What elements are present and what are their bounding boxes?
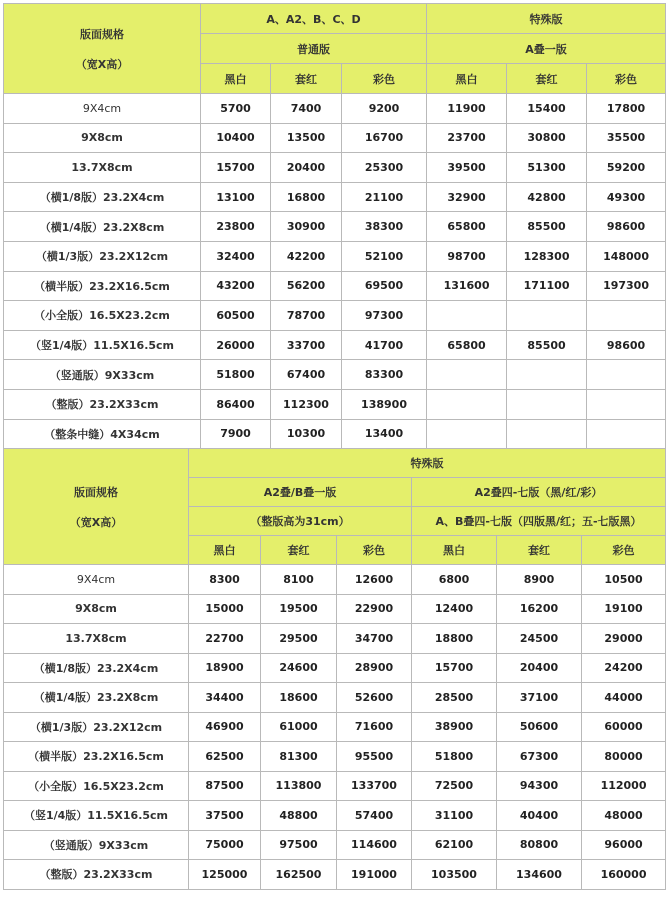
price-cell: 22700 — [189, 624, 261, 654]
spec-header-sub: （宽X高） — [69, 515, 123, 529]
price-cell: 48000 — [582, 801, 666, 831]
price-cell: 25300 — [342, 153, 427, 183]
spec-label: （横1/4版）23.2X8cm — [4, 212, 201, 242]
group-a-title: A、A2、B、C、D — [201, 4, 427, 34]
table-row — [4, 801, 666, 831]
price-cell: 67400 — [271, 360, 342, 390]
price-cell: 38900 — [412, 712, 497, 742]
price-cell: 8100 — [261, 565, 337, 595]
price-cell: 26000 — [201, 330, 271, 360]
price-cell: 18600 — [261, 683, 337, 713]
spec-label: 9X4cm — [4, 565, 189, 595]
price-cell: 12600 — [337, 565, 412, 595]
table-row — [4, 271, 666, 301]
group-b-sub: A、B叠四-七版（四版黑/红；五-七版黑） — [412, 507, 666, 536]
spec-label: （竖1/4版）11.5X16.5cm — [4, 801, 189, 831]
price-cell: 87500 — [189, 771, 261, 801]
price-cell: 75000 — [189, 830, 261, 860]
spec-label: （竖通版）9X33cm — [4, 830, 189, 860]
price-cell: 80800 — [497, 830, 582, 860]
price-cell: 15700 — [201, 153, 271, 183]
price-cell: 56200 — [271, 271, 342, 301]
price-cell: 71600 — [337, 712, 412, 742]
price-cell: 21100 — [342, 182, 427, 212]
price-cell: 29500 — [261, 624, 337, 654]
spec-label: （横1/3版）23.2X12cm — [4, 241, 201, 271]
price-cell: 44000 — [582, 683, 666, 713]
color-header: 黑白 — [201, 64, 271, 94]
price-cell: 40400 — [497, 801, 582, 831]
table-row — [4, 830, 666, 860]
price-cell: 13100 — [201, 182, 271, 212]
price-cell: 61000 — [261, 712, 337, 742]
price-cell: 134600 — [497, 860, 582, 890]
price-cell: 7900 — [201, 419, 271, 449]
table1-header-row-1 — [4, 4, 666, 34]
price-cell: 18900 — [189, 653, 261, 683]
price-cell: 67300 — [497, 742, 582, 772]
price-cell: 65800 — [427, 330, 507, 360]
price-cell: 69500 — [342, 271, 427, 301]
price-cell: 98600 — [587, 330, 666, 360]
price-cell: 78700 — [271, 301, 342, 331]
price-cell: 191000 — [337, 860, 412, 890]
spec-label: （横1/8版）23.2X4cm — [4, 182, 201, 212]
price-cell: 51300 — [507, 153, 587, 183]
price-cell: 33700 — [271, 330, 342, 360]
price-cell: 128300 — [507, 241, 587, 271]
table-row — [4, 565, 666, 595]
table-row — [4, 330, 666, 360]
table-row — [4, 212, 666, 242]
price-cell: 197300 — [587, 271, 666, 301]
price-cell: 22900 — [337, 594, 412, 624]
table-row — [4, 860, 666, 890]
price-cell: 30900 — [271, 212, 342, 242]
color-header: 套红 — [507, 64, 587, 94]
price-cell: 24500 — [497, 624, 582, 654]
price-cell: 97300 — [342, 301, 427, 331]
price-cell: 83300 — [342, 360, 427, 390]
price-cell: 62500 — [189, 742, 261, 772]
price-cell: 138900 — [342, 389, 427, 419]
price-cell — [427, 360, 507, 390]
price-cell: 112300 — [271, 389, 342, 419]
spec-label: （横1/3版）23.2X12cm — [4, 712, 189, 742]
price-cell: 12400 — [412, 594, 497, 624]
table-row — [4, 241, 666, 271]
price-cell: 72500 — [412, 771, 497, 801]
price-cell: 8300 — [189, 565, 261, 595]
spec-label: （整版）23.2X33cm — [4, 389, 201, 419]
group-b-title: A2叠四-七版（黑/红/彩） — [412, 478, 666, 507]
table-row — [4, 419, 666, 449]
spec-label: （小全版）16.5X23.2cm — [4, 301, 201, 331]
price-cell: 81300 — [261, 742, 337, 772]
table-row — [4, 153, 666, 183]
spec-label: （竖通版）9X33cm — [4, 360, 201, 390]
price-cell: 20400 — [271, 153, 342, 183]
spec-label: （竖1/4版）11.5X16.5cm — [4, 330, 201, 360]
spec-label: （整版）23.2X33cm — [4, 860, 189, 890]
spec-label: 9X4cm — [4, 94, 201, 124]
color-header: 套红 — [261, 536, 337, 565]
spec-label: 9X8cm — [4, 123, 201, 153]
table-row — [4, 771, 666, 801]
price-cell: 97500 — [261, 830, 337, 860]
color-header: 彩色 — [337, 536, 412, 565]
table-row — [4, 94, 666, 124]
table-row — [4, 594, 666, 624]
price-cell: 16200 — [497, 594, 582, 624]
price-table-special — [3, 448, 666, 890]
price-cell: 10500 — [582, 565, 666, 595]
table-row — [4, 742, 666, 772]
price-cell: 42800 — [507, 182, 587, 212]
group-a-title: A2叠/B叠一版 — [189, 478, 412, 507]
spec-label: 13.7X8cm — [4, 624, 189, 654]
price-cell — [587, 389, 666, 419]
price-cell: 51800 — [201, 360, 271, 390]
price-cell — [427, 301, 507, 331]
price-cell: 13500 — [271, 123, 342, 153]
price-cell: 80000 — [582, 742, 666, 772]
price-cell: 34700 — [337, 624, 412, 654]
group-b-title: 特殊版 — [427, 4, 666, 34]
spec-header-cell — [4, 449, 189, 565]
table-row — [4, 389, 666, 419]
price-cell: 162500 — [261, 860, 337, 890]
price-cell: 114600 — [337, 830, 412, 860]
price-cell — [427, 389, 507, 419]
price-cell: 57400 — [337, 801, 412, 831]
price-cell: 42200 — [271, 241, 342, 271]
spec-label: （横半版）23.2X16.5cm — [4, 742, 189, 772]
price-cell: 7400 — [271, 94, 342, 124]
price-cell: 52100 — [342, 241, 427, 271]
spec-header-sub: （宽X高） — [75, 57, 129, 71]
table-row — [4, 123, 666, 153]
price-cell: 31100 — [412, 801, 497, 831]
price-cell: 59200 — [587, 153, 666, 183]
price-cell: 85500 — [507, 330, 587, 360]
price-cell: 11900 — [427, 94, 507, 124]
price-cell — [587, 360, 666, 390]
price-cell: 6800 — [412, 565, 497, 595]
price-cell: 24600 — [261, 653, 337, 683]
price-cell — [587, 301, 666, 331]
price-cell: 23700 — [427, 123, 507, 153]
price-cell: 34400 — [189, 683, 261, 713]
price-cell: 103500 — [412, 860, 497, 890]
price-cell: 171100 — [507, 271, 587, 301]
spec-label: （横半版）23.2X16.5cm — [4, 271, 201, 301]
price-cell: 10300 — [271, 419, 342, 449]
price-cell: 19500 — [261, 594, 337, 624]
price-cell: 32400 — [201, 241, 271, 271]
spec-label: 13.7X8cm — [4, 153, 201, 183]
price-cell: 35500 — [587, 123, 666, 153]
table-row — [4, 301, 666, 331]
price-cell: 23800 — [201, 212, 271, 242]
table-row — [4, 360, 666, 390]
table-row — [4, 653, 666, 683]
price-cell: 46900 — [189, 712, 261, 742]
price-cell: 95500 — [337, 742, 412, 772]
price-cell — [507, 301, 587, 331]
price-cell: 16800 — [271, 182, 342, 212]
price-cell: 41700 — [342, 330, 427, 360]
price-cell: 9200 — [342, 94, 427, 124]
price-cell: 65800 — [427, 212, 507, 242]
spec-header-cell — [4, 4, 201, 94]
color-header: 彩色 — [587, 64, 666, 94]
color-header: 彩色 — [582, 536, 666, 565]
price-cell: 148000 — [587, 241, 666, 271]
spec-label: （小全版）16.5X23.2cm — [4, 771, 189, 801]
table2-body — [4, 449, 666, 890]
table2-header-row-1 — [4, 449, 666, 478]
price-cell: 32900 — [427, 182, 507, 212]
group-a-sub: 普通版 — [201, 34, 427, 64]
price-cell: 98700 — [427, 241, 507, 271]
top-title: 特殊版 — [189, 449, 666, 478]
price-cell: 86400 — [201, 389, 271, 419]
price-table-standard — [3, 3, 666, 449]
group-b-sub: A叠一版 — [427, 34, 666, 64]
price-cell: 38300 — [342, 212, 427, 242]
price-cell: 8900 — [497, 565, 582, 595]
price-cell: 94300 — [497, 771, 582, 801]
color-header: 黑白 — [427, 64, 507, 94]
price-cell: 37100 — [497, 683, 582, 713]
spec-header-title: 版面规格 — [80, 27, 124, 41]
price-cell — [507, 419, 587, 449]
price-cell: 113800 — [261, 771, 337, 801]
color-header: 套红 — [271, 64, 342, 94]
price-cell: 51800 — [412, 742, 497, 772]
price-cell: 98600 — [587, 212, 666, 242]
spec-label: （整条中缝）4X34cm — [4, 419, 201, 449]
price-cell: 19100 — [582, 594, 666, 624]
price-cell: 15700 — [412, 653, 497, 683]
price-cell: 49300 — [587, 182, 666, 212]
price-cell: 5700 — [201, 94, 271, 124]
color-header: 套红 — [497, 536, 582, 565]
price-cell: 16700 — [342, 123, 427, 153]
price-cell: 39500 — [427, 153, 507, 183]
spec-label: 9X8cm — [4, 594, 189, 624]
price-cell: 125000 — [189, 860, 261, 890]
price-cell: 17800 — [587, 94, 666, 124]
color-header: 黑白 — [412, 536, 497, 565]
table1-body — [4, 4, 666, 449]
spec-label: （横1/8版）23.2X4cm — [4, 653, 189, 683]
price-cell: 85500 — [507, 212, 587, 242]
color-header: 黑白 — [189, 536, 261, 565]
price-cell: 48800 — [261, 801, 337, 831]
price-cell: 24200 — [582, 653, 666, 683]
price-cell: 160000 — [582, 860, 666, 890]
spec-label: （横1/4版）23.2X8cm — [4, 683, 189, 713]
price-cell: 37500 — [189, 801, 261, 831]
price-cell: 52600 — [337, 683, 412, 713]
price-cell: 96000 — [582, 830, 666, 860]
price-cell: 13400 — [342, 419, 427, 449]
price-cell — [507, 389, 587, 419]
group-a-sub: （整版高为31cm） — [189, 507, 412, 536]
table-row — [4, 712, 666, 742]
price-cell: 29000 — [582, 624, 666, 654]
price-cell — [427, 419, 507, 449]
price-cell — [507, 360, 587, 390]
price-cell: 62100 — [412, 830, 497, 860]
price-cell — [587, 419, 666, 449]
price-cell: 28500 — [412, 683, 497, 713]
price-cell: 28900 — [337, 653, 412, 683]
color-header: 彩色 — [342, 64, 427, 94]
price-cell: 50600 — [497, 712, 582, 742]
price-cell: 15400 — [507, 94, 587, 124]
table-row — [4, 683, 666, 713]
table-row — [4, 182, 666, 212]
price-cell: 15000 — [189, 594, 261, 624]
price-cell: 18800 — [412, 624, 497, 654]
spec-header-title: 版面规格 — [74, 485, 118, 499]
price-cell: 20400 — [497, 653, 582, 683]
price-cell: 60000 — [582, 712, 666, 742]
table-row — [4, 624, 666, 654]
price-cell: 131600 — [427, 271, 507, 301]
price-cell: 112000 — [582, 771, 666, 801]
price-cell: 10400 — [201, 123, 271, 153]
price-cell: 60500 — [201, 301, 271, 331]
price-cell: 30800 — [507, 123, 587, 153]
price-cell: 133700 — [337, 771, 412, 801]
price-cell: 43200 — [201, 271, 271, 301]
